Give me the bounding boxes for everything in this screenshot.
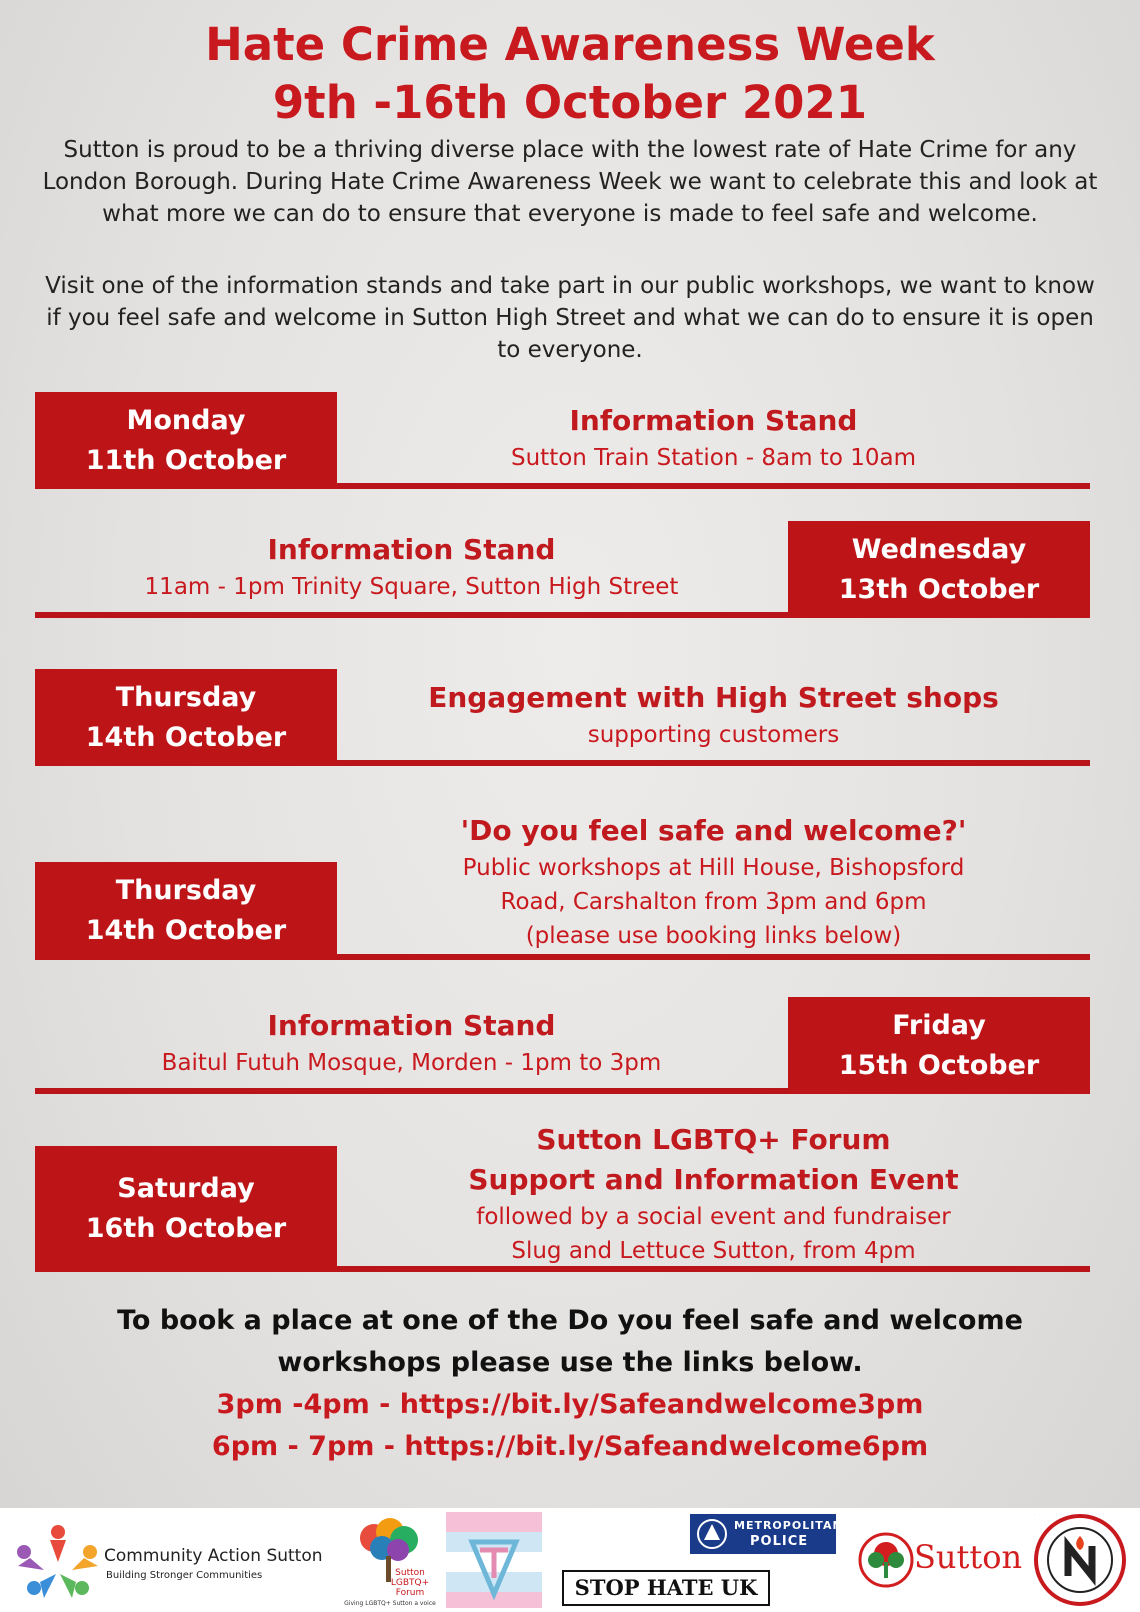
sutton-council-logo — [858, 1528, 1023, 1594]
event-day: Thursday — [115, 681, 257, 713]
stop-hate-uk-logo — [562, 1570, 770, 1606]
met-police-line2: POLICE — [750, 1534, 809, 1549]
event-detail: Public workshops at Hill House, Bishopsford — [462, 855, 965, 881]
event-detail: 11am - 1pm Trinity Square, Sutton High Street — [144, 573, 679, 600]
event-date-box — [788, 521, 1090, 618]
event-date: 16th October — [85, 1213, 287, 1244]
event-date-box — [35, 862, 337, 960]
event-day: Wednesday — [851, 533, 1027, 565]
event-date: 13th October — [838, 573, 1040, 605]
intro-paragraph-2: Visit one of the information stands and take part in our public workshops, we want to know if you feel safe and welcome in Sutton High Street and what we can do to ensure it is open to everyone. — [45, 273, 1095, 363]
nhcaw-text — [1034, 1514, 1035, 1515]
event-day: Friday — [892, 1009, 986, 1041]
pride-shield-icon — [446, 1512, 542, 1608]
booking-text-line2: workshops please use the links below. — [277, 1347, 863, 1378]
event-date-box — [35, 392, 337, 489]
event-content — [35, 997, 788, 1088]
event-date: 15th October — [838, 1049, 1040, 1081]
event-content — [337, 1122, 1090, 1266]
event-title: Engagement with High Street shops — [428, 680, 999, 714]
event-date: 11th October — [85, 444, 287, 476]
event-row-saturday — [35, 1122, 1090, 1272]
lgbtq-forum-name: Sutton LGBTQ+ Forum — [390, 1568, 430, 1598]
met-police-line1: METROPOLITAN — [734, 1519, 843, 1532]
sutton-tree-icon — [858, 1532, 914, 1588]
event-detail: supporting customers — [587, 721, 840, 748]
stop-hate-text: STOP HATE UK — [574, 1575, 758, 1600]
event-detail: (please use booking links below) — [525, 923, 902, 949]
event-title: Information Stand — [267, 532, 556, 566]
event-detail: Slug and Lettuce Sutton, from 4pm — [511, 1238, 916, 1264]
event-date: 14th October — [85, 721, 287, 753]
event-date-box — [788, 997, 1090, 1094]
event-detail: followed by a social event and fundraiser — [476, 1204, 951, 1230]
event-title: Sutton LGBTQ+ Forum — [536, 1123, 891, 1156]
event-detail: Sutton Train Station - 8am to 10am — [511, 444, 916, 471]
event-detail: Baitul Futuh Mosque, Morden - 1pm to 3pm — [161, 1049, 662, 1076]
community-action-sutton-logo — [12, 1522, 332, 1602]
police-crest-icon — [694, 1516, 730, 1552]
lgbtq-forum-logo — [340, 1516, 440, 1610]
footer-logo-bar — [0, 1508, 1140, 1612]
intro-paragraph-1: Sutton is proud to be a thriving diverse place with the lowest rate of Hate Crime for any London Borough. During Hate Crime Awareness Week we want to celebrate this and look at what more we can do to ensure that everyone is made to feel safe and welcome. — [42, 137, 1098, 227]
event-title: 'Do you feel safe and welcome?' — [460, 814, 967, 847]
event-content — [337, 392, 1090, 483]
event-row-friday — [35, 997, 1090, 1094]
booking-link-6pm[interactable]: 6pm - 7pm - https://bit.ly/Safeandwelcome6pm — [211, 1431, 929, 1462]
event-day: Monday — [126, 404, 246, 436]
lgbtq-forum-tagline: Giving LGBTQ+ Sutton a voice — [344, 1600, 436, 1607]
event-row-monday — [35, 392, 1090, 489]
event-row-thursday-workshops — [35, 810, 1090, 960]
event-day: Saturday — [117, 1173, 255, 1204]
event-title: Support and Information Event — [468, 1163, 959, 1196]
event-title: Information Stand — [267, 1008, 556, 1042]
event-date-box — [35, 669, 337, 766]
page-title-line2: 9th -16th October 2021 — [272, 76, 868, 129]
event-content — [35, 521, 788, 612]
cas-name: Community Action Sutton — [104, 1546, 323, 1566]
event-row-thursday-shops — [35, 669, 1090, 766]
nhcaw-badge-icon — [1034, 1514, 1126, 1606]
event-content — [337, 810, 1090, 954]
booking-section — [0, 1300, 1140, 1468]
metropolitan-police-logo — [690, 1514, 843, 1554]
people-circle-icon — [12, 1522, 104, 1602]
page-title-line1: Hate Crime Awareness Week — [205, 18, 935, 71]
event-content — [337, 669, 1090, 760]
booking-text-line1: To book a place at one of the Do you feel safe and welcome — [117, 1305, 1023, 1336]
event-title: Information Stand — [569, 403, 858, 437]
event-date-box — [35, 1146, 337, 1272]
booking-link-3pm[interactable]: 3pm -4pm - https://bit.ly/Safeandwelcome3pm — [216, 1389, 924, 1420]
cas-tagline: Building Stronger Communities — [106, 1570, 263, 1581]
event-detail: Road, Carshalton from 3pm and 6pm — [500, 889, 927, 915]
event-day: Thursday — [115, 875, 257, 906]
pride-emblem-logo — [446, 1512, 542, 1608]
nhcaw-logo — [1034, 1514, 1126, 1606]
event-date: 14th October — [85, 915, 287, 946]
event-row-wednesday — [35, 521, 1090, 618]
sutton-text: Sutton — [914, 1538, 1023, 1576]
